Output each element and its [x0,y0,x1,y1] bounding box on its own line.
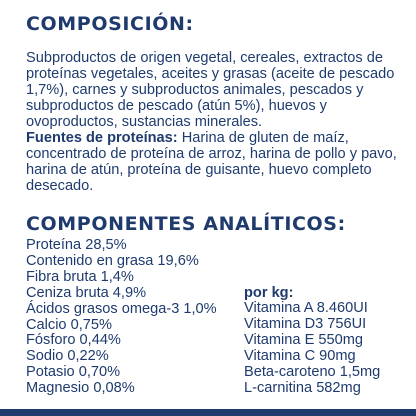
constituent-item: Proteína 28,5% [26,237,127,253]
protein-sources-label: Fuentes de proteínas: [26,130,178,146]
constituent-item: Sodio 0,22% [26,348,109,365]
constituent-item: Calcio 0,75% [26,316,112,333]
constituent-item: Contenido en grasa 19,6% [26,252,199,269]
analytical-constituents-list [26,238,217,397]
composition-title: COMPOSICIÓN: [26,13,194,35]
constituent-item: Fibra bruta 1,4% [26,268,134,285]
analytical-components-title: COMPONENTES ANALÍTICOS: [26,213,346,235]
per-kg-label: por kg: [244,285,294,301]
constituent-item: Fósforo 0,44% [26,332,121,349]
composition-text [26,50,404,194]
ingredients-text: Subproductos de origen vegetal, cereales, extractos de proteínas vegetales, aceites y grasas (aceite de pescado 1,7%), carnes y subproductos animales, pescados y subproductos de pescado (atún 5%), huevos y ovoproductos, sustancias minerales. [26,50,395,130]
per-kg-item: L-carnitina 582mg [244,379,361,396]
per-kg-item: Vitamina E 550mg [244,331,363,348]
constituent-item: Magnesio 0,08% [26,380,135,397]
constituent-item: Potasio 0,70% [26,364,121,381]
per-kg-item: Vitamina A 8.460UI [244,300,368,316]
constituent-item: Ceniza bruta 4,9% [26,284,147,301]
bottom-color-band [0,409,416,416]
per-kg-item: Vitamina D3 756UI [244,315,367,332]
per-kg-list [244,301,380,396]
protein-sources-text: Harina de gluten de maíz, concentrado de proteína de arroz, harina de pollo y pavo, harina de atún, proteína de guisante, huevo completo desecado. [26,130,397,194]
per-kg-item: Beta-caroteno 1,5mg [244,363,381,380]
per-kg-item: Vitamina C 90mg [244,347,356,364]
constituent-item: Ácidos grasos omega-3 1,0% [26,300,217,317]
